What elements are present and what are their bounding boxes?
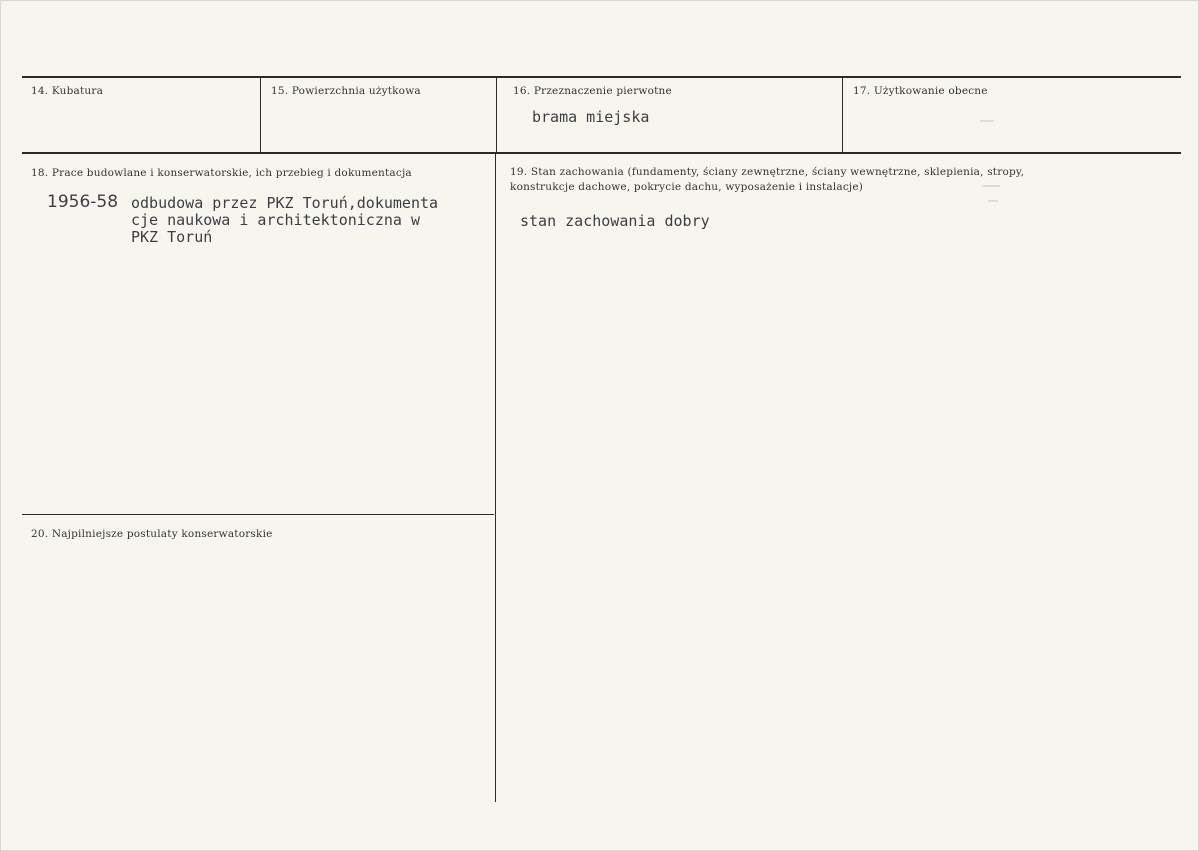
divider-17 xyxy=(842,78,843,152)
field-18-year: 1956-58 xyxy=(47,192,119,212)
section-20-rule xyxy=(22,514,494,515)
field-16-value: brama miejska xyxy=(532,108,650,126)
field-19-label-line-1: 19. Stan zachowania (fundamenty, ściany zewnętrzne, ściany wewnętrzne, sklepienia, stropy, xyxy=(510,166,1025,178)
field-17-label: 17. Użytkowanie obecne xyxy=(853,85,988,97)
paper-speck xyxy=(980,120,994,122)
paper-speck xyxy=(982,185,1000,187)
field-18-line-3: PKZ Toruń xyxy=(131,228,213,246)
field-18-line-1: odbudowa przez PKZ Toruń,dokumenta xyxy=(131,194,439,212)
field-19-label-line-2: konstrukcje dachowe, pokrycie dachu, wyposażenie i instalacje) xyxy=(510,181,864,193)
field-14-label: 14. Kubatura xyxy=(31,85,104,97)
row-divider-rule xyxy=(22,152,1181,154)
paper-speck xyxy=(988,200,998,202)
field-20-label: 20. Najpilniejsze postulaty konserwatorskie xyxy=(31,528,273,540)
divider-15 xyxy=(260,78,261,152)
center-divider xyxy=(495,154,496,802)
field-19-value: stan zachowania dobry xyxy=(520,212,710,230)
field-18-line-2: cje naukowa i architektoniczna w xyxy=(131,211,420,229)
field-15-label: 15. Powierzchnia użytkowa xyxy=(271,85,421,97)
top-rule xyxy=(22,76,1181,78)
field-18-label: 18. Prace budowlane i konserwatorskie, ich przebieg i dokumentacja xyxy=(31,167,412,179)
divider-16 xyxy=(496,78,497,152)
field-16-label: 16. Przeznaczenie pierwotne xyxy=(513,85,672,97)
